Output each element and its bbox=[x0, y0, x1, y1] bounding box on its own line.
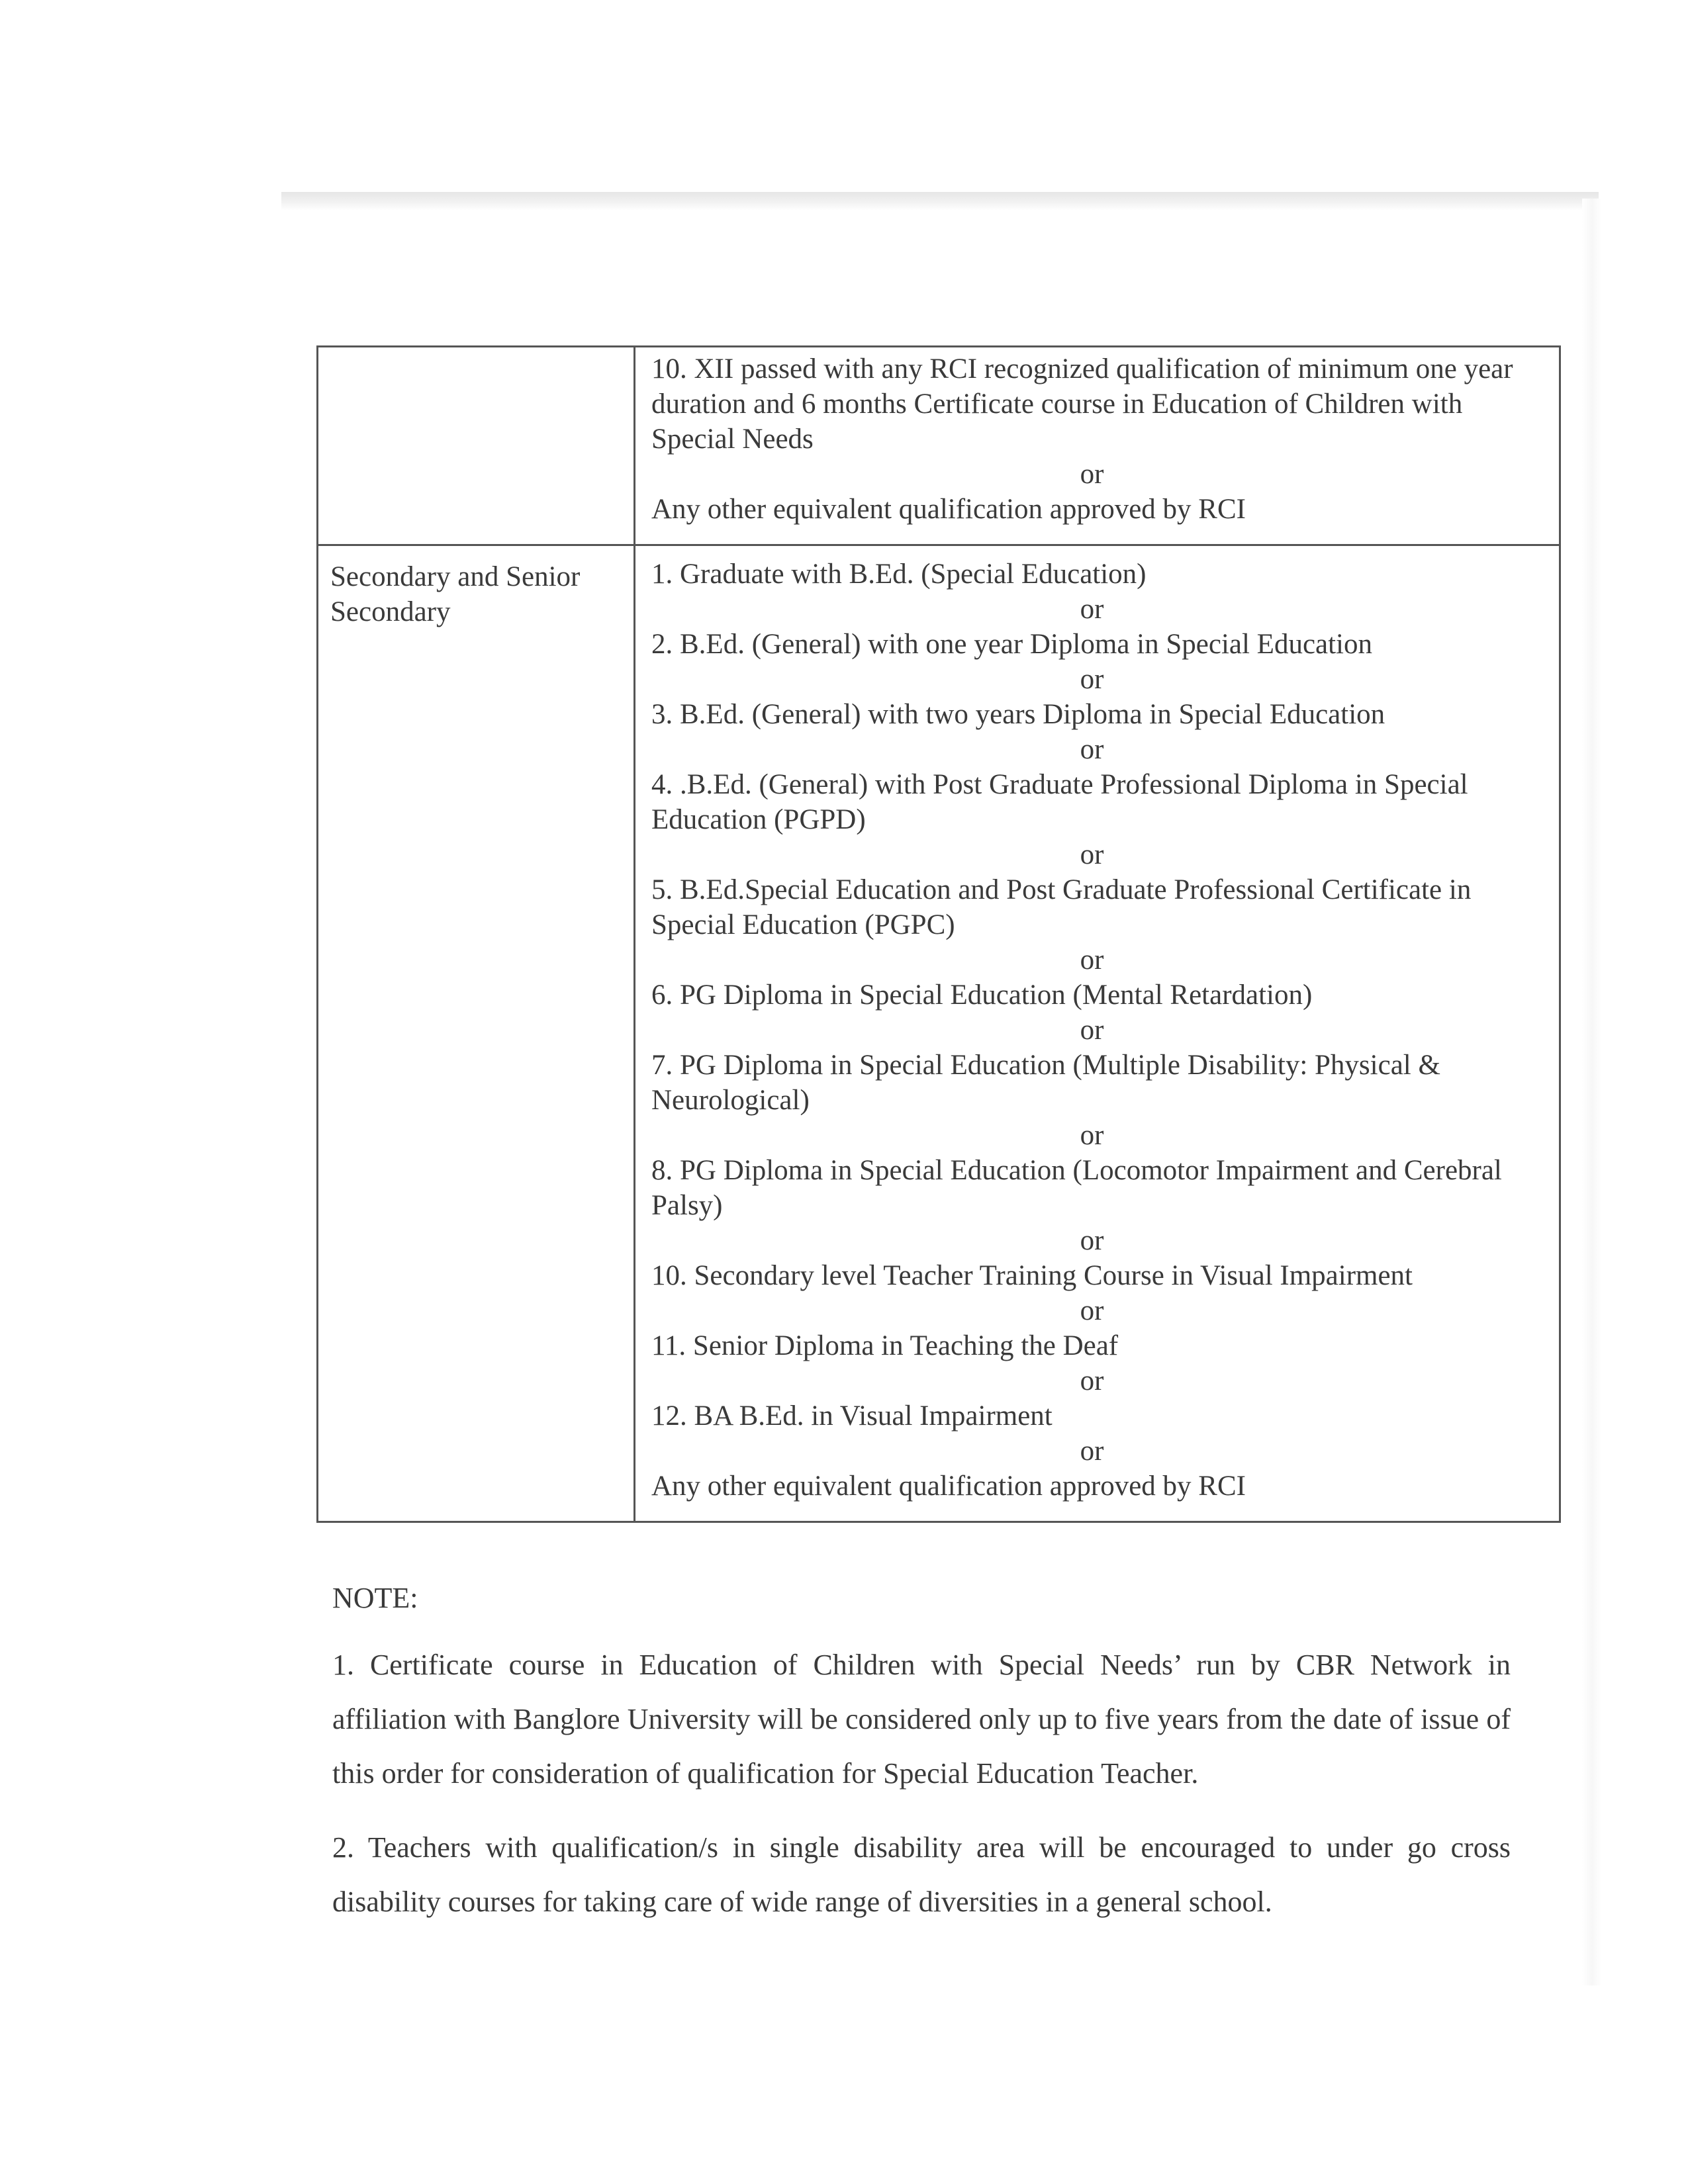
scan-shadow-band bbox=[281, 192, 1599, 210]
qualification-item: Any other equivalent qualification approved by RCI bbox=[651, 1471, 1246, 1502]
or-separator: or bbox=[1080, 1120, 1104, 1151]
qualifications-cell bbox=[635, 545, 1560, 1522]
or-separator: or bbox=[1080, 664, 1104, 695]
qualification-table bbox=[316, 345, 1561, 1523]
or-separator: or bbox=[1080, 1435, 1104, 1467]
table-row bbox=[318, 347, 1560, 545]
or-separator: or bbox=[1080, 1365, 1104, 1396]
qualification-table-body bbox=[318, 347, 1560, 1522]
qualification-item: 4. .B.Ed. (General) with Post Graduate Professional Diploma in Special Education (PGPD) bbox=[651, 769, 1468, 835]
or-separator: or bbox=[1080, 1225, 1104, 1256]
qualification-item: 12. BA B.Ed. in Visual Impairment bbox=[651, 1400, 1053, 1432]
qualification-item: 5. B.Ed.Special Education and Post Graduate Professional Certificate in Special Education (PGPC) bbox=[651, 874, 1472, 940]
qualifications-cell bbox=[635, 347, 1560, 545]
or-separator: or bbox=[1080, 594, 1104, 625]
qualification-item: 11. Senior Diploma in Teaching the Deaf bbox=[651, 1330, 1119, 1361]
table-row bbox=[318, 545, 1560, 1522]
qualification-item: 1. Graduate with B.Ed. (Special Education) bbox=[651, 559, 1147, 590]
or-separator: or bbox=[1080, 1295, 1104, 1326]
note-paragraph: 2. Teachers with qualification/s in single disability area will be encouraged to under go cross disability courses for taking care of wide range of diversities in a general school. bbox=[332, 1831, 1511, 1918]
qualification-item: 8. PG Diploma in Special Education (Locomotor Impairment and Cerebral Palsy) bbox=[651, 1155, 1502, 1221]
or-separator: or bbox=[1080, 839, 1104, 870]
scan-shadow-edge bbox=[1582, 199, 1602, 1985]
qualification-item: 10. XII passed with any RCI recognized qualification of minimum one year duration and 6 months Certificate course in Education of Children with Special Needs bbox=[651, 353, 1513, 455]
school-level-cell: Secondary and Senior Secondary bbox=[318, 545, 635, 1522]
note-paragraph: 1. Certificate course in Education of Children with Special Needs’ run by CBR Network in affiliation with Banglore University will be considered only up to five years from the date of issue of this order for consideration of qualification for Special Education Teacher. bbox=[332, 1649, 1511, 1790]
qualification-item: 2. B.Ed. (General) with one year Diploma in Special Education bbox=[651, 629, 1373, 660]
school-level-cell bbox=[318, 347, 635, 545]
qualification-item: 3. B.Ed. (General) with two years Diploma in Special Education bbox=[651, 699, 1385, 730]
qualification-item: Any other equivalent qualification approved by RCI bbox=[651, 494, 1246, 525]
or-separator: or bbox=[1080, 1015, 1104, 1046]
note-heading: NOTE: bbox=[332, 1582, 418, 1614]
or-separator: or bbox=[1080, 459, 1104, 490]
qualification-item: 6. PG Diploma in Special Education (Mental Retardation) bbox=[651, 979, 1313, 1011]
or-separator: or bbox=[1080, 734, 1104, 765]
qualification-item: 10. Secondary level Teacher Training Course in Visual Impairment bbox=[651, 1260, 1413, 1291]
qualification-item: 7. PG Diploma in Special Education (Multiple Disability: Physical & Neurological) bbox=[651, 1050, 1440, 1116]
note-section bbox=[332, 1578, 1511, 1949]
or-separator: or bbox=[1080, 944, 1104, 976]
